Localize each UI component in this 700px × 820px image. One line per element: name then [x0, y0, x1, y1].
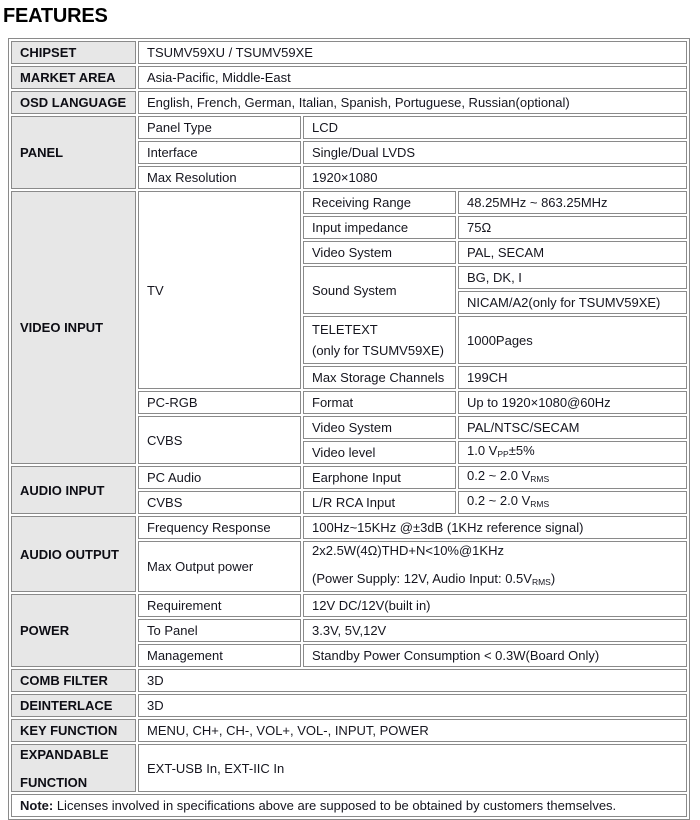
spec-subname-interface: Interface [138, 141, 301, 164]
row-key-function [11, 719, 687, 742]
spec-value-to-panel: 3.3V, 5V,12V [303, 619, 687, 642]
row-power-requirement [11, 594, 687, 617]
spec-value-video-level [458, 441, 687, 464]
spec-value-panel-type: LCD [303, 116, 687, 139]
spec-group-pc-audio: PC Audio [138, 466, 301, 489]
value-text: ±5% [508, 443, 535, 458]
spec-label-key-function: KEY FUNCTION [11, 719, 136, 742]
row-market-area [11, 66, 687, 89]
spec-subname-teletext [303, 316, 456, 364]
text-line [312, 570, 678, 591]
spec-value-key-function: MENU, CH+, CH-, VOL+, VOL-, INPUT, POWER [138, 719, 687, 742]
spec-value-earphone-input [458, 466, 687, 489]
value-subscript: RMS [530, 474, 550, 484]
spec-value-format: Up to 1920×1080@60Hz [458, 391, 687, 414]
spec-value-comb-filter: 3D [138, 669, 687, 692]
text-line: (only for TSUMV59XE) [312, 343, 444, 358]
text-line: FUNCTION [20, 774, 88, 790]
note-label: Note: [20, 798, 54, 813]
spec-group-cvbs-audio: CVBS [138, 491, 301, 514]
page-title: FEATURES [3, 5, 108, 27]
spec-label-expandable-function [11, 744, 136, 792]
row-comb-filter [11, 669, 687, 692]
spec-subname-receiving-range: Receiving Range [303, 191, 456, 214]
value-text: 0.2 ~ 2.0 V [467, 493, 531, 508]
spec-value-sound-system-2: NICAM/A2(only for TSUMV59XE) [458, 291, 687, 314]
spec-subname-rca-input: L/R RCA Input [303, 491, 456, 514]
row-audio-input-pc [11, 466, 687, 489]
spec-label-audio-output: AUDIO OUTPUT [11, 516, 136, 592]
spec-value-expandable-function: EXT-USB In, EXT-IIC In [138, 744, 687, 792]
text-line: 2x2.5W(4Ω)THD+N<10%@1KHz [312, 543, 504, 558]
spec-subname-input-impedance: Input impedance [303, 216, 456, 239]
spec-value-interface: Single/Dual LVDS [303, 141, 687, 164]
row-note [11, 794, 687, 817]
spec-subname-cvbs-video-system: Video System [303, 416, 456, 439]
spec-group-cvbs: CVBS [138, 416, 301, 464]
spec-subname-max-resolution: Max Resolution [138, 166, 301, 189]
spec-value-sound-system-1: BG, DK, I [458, 266, 687, 289]
row-tv-receiving-range [11, 191, 687, 214]
spec-subname-video-level: Video level [303, 441, 456, 464]
value-text: ) [550, 571, 556, 586]
value-text: 1.0 V [467, 443, 498, 458]
spec-label-market-area: MARKET AREA [11, 66, 136, 89]
spec-label-comb-filter: COMB FILTER [11, 669, 136, 692]
text-line: EXPANDABLE [20, 746, 109, 762]
value-subscript: RMS [531, 577, 551, 587]
spec-value-input-impedance: 75Ω [458, 216, 687, 239]
spec-value-max-resolution: 1920×1080 [303, 166, 687, 189]
row-expandable-function [11, 744, 687, 792]
value-subscript: PP [497, 449, 509, 459]
spec-group-tv: TV [138, 191, 301, 389]
spec-subname-tv-video-system: Video System [303, 241, 456, 264]
spec-subname-max-output-power: Max Output power [138, 541, 301, 592]
spec-label-deinterlace: DEINTERLACE [11, 694, 136, 717]
note-text [11, 794, 687, 817]
spec-value-osd-language: English, French, German, Italian, Spanish, Portuguese, Russian(optional) [138, 91, 687, 114]
spec-label-chipset: CHIPSET [11, 41, 136, 64]
spec-value-chipset: TSUMV59XU / TSUMV59XE [138, 41, 687, 64]
spec-label-audio-input: AUDIO INPUT [11, 466, 136, 514]
spec-value-receiving-range: 48.25MHz ~ 863.25MHz [458, 191, 687, 214]
features-table [8, 38, 690, 820]
spec-subname-frequency-response: Frequency Response [138, 516, 301, 539]
spec-label-video-input: VIDEO INPUT [11, 191, 136, 464]
value-text: (Power Supply: 12V, Audio Input: 0.5V [312, 571, 532, 586]
spec-subname-format: Format [303, 391, 456, 414]
spec-subname-panel-type: Panel Type [138, 116, 301, 139]
spec-value-max-output-power [303, 541, 687, 592]
value-text: 0.2 ~ 2.0 V [467, 468, 531, 483]
spec-subname-to-panel: To Panel [138, 619, 301, 642]
spec-label-osd-language: OSD LANGUAGE [11, 91, 136, 114]
spec-subname-earphone-input: Earphone Input [303, 466, 456, 489]
row-frequency-response [11, 516, 687, 539]
spec-value-rca-input [458, 491, 687, 514]
spec-group-pc-rgb: PC-RGB [138, 391, 301, 414]
row-chipset [11, 41, 687, 64]
spec-value-tv-video-system: PAL, SECAM [458, 241, 687, 264]
value-subscript: RMS [530, 499, 550, 509]
spec-value-teletext: 1000Pages [458, 316, 687, 364]
spec-value-management: Standby Power Consumption < 0.3W(Board Only) [303, 644, 687, 667]
spec-value-frequency-response: 100Hz~15KHz @±3dB (1KHz reference signal) [303, 516, 687, 539]
spec-value-max-storage: 199CH [458, 366, 687, 389]
spec-subname-requirement: Requirement [138, 594, 301, 617]
spec-subname-max-storage: Max Storage Channels [303, 366, 456, 389]
note-body: Licenses involved in specifications above are supposed to be obtained by customers themselves. [53, 798, 617, 813]
row-panel-type [11, 116, 687, 139]
spec-subname-sound-system: Sound System [303, 266, 456, 314]
spec-label-panel: PANEL [11, 116, 136, 189]
spec-value-deinterlace: 3D [138, 694, 687, 717]
row-osd-language [11, 91, 687, 114]
text-line: TELETEXT [312, 322, 378, 337]
spec-value-market-area: Asia-Pacific, Middle-East [138, 66, 687, 89]
spec-subname-management: Management [138, 644, 301, 667]
spec-value-requirement: 12V DC/12V(built in) [303, 594, 687, 617]
row-deinterlace [11, 694, 687, 717]
spec-value-cvbs-video-system: PAL/NTSC/SECAM [458, 416, 687, 439]
spec-label-power: POWER [11, 594, 136, 667]
